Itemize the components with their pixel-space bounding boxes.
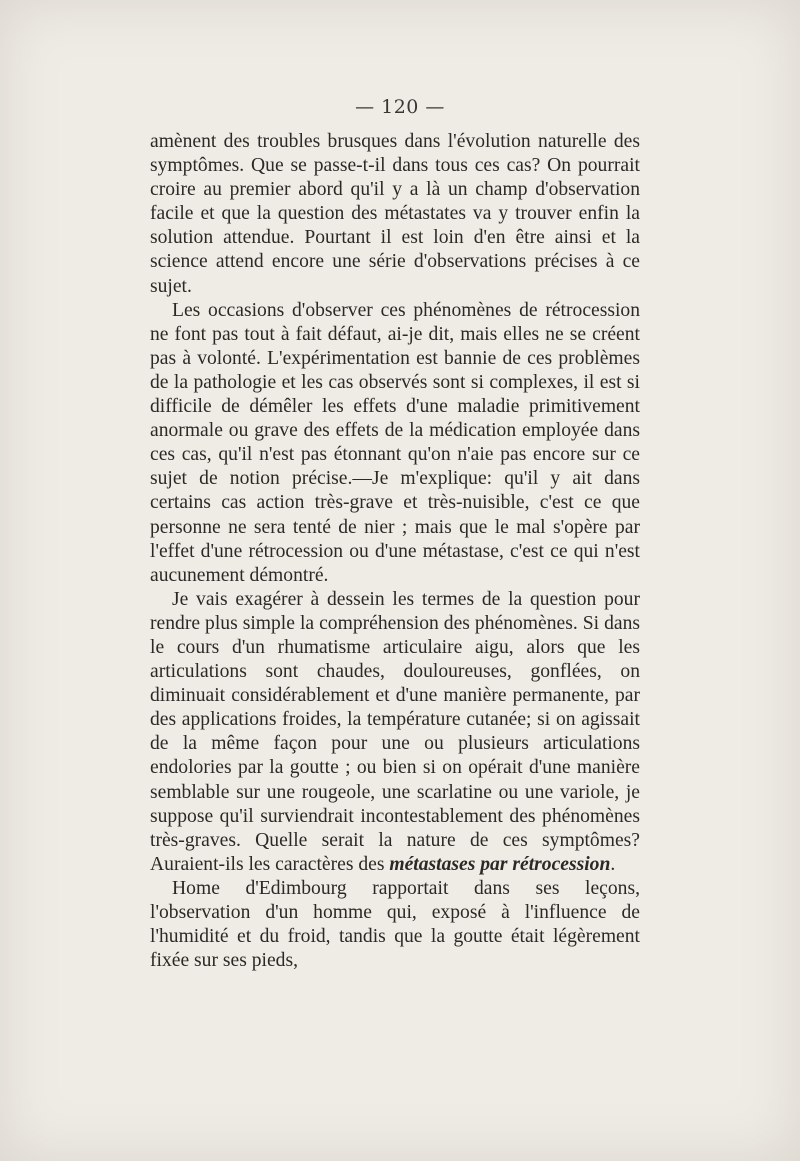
body-text [150, 130, 640, 973]
page-number: — 120 — [355, 96, 445, 118]
paragraph-3-end: . [610, 853, 616, 875]
paragraph-2: Les occasions d'observer ces phénomènes de rétrocession ne font pas tout à fait défaut, ai-je dit, mais elles ne se créent pas à volonté. L'expérimentation est bannie de ces problèmes de la pathologie et les cas observés sont si complexes, il est si difficile de démêler les effets d'une maladie primitivement anormale ou grave des effets de la médication employée dans ces cas, qu'il n'est pas étonnant qu'on n'aie pas encore sur ce sujet de notion précise.—Je m'explique: qu'il y ait dans certains cas action très-grave et très-nuisible, c'est ce que personne ne sera tenté de nier ; mais que le mal s'opère par l'effet d'une rétrocession ou d'une métastase, c'est ce qui n'est aucunement démontré. [150, 299, 640, 586]
paragraph-3 [150, 588, 640, 877]
paragraph-4: Home d'Edimbourg rapportait dans ses leçons, l'observation d'un homme qui, exposé à l'influence de l'humidité et du froid, tandis que la goutte était légèrement fixée sur ses pieds, [150, 877, 640, 972]
emphasized-term: métastases par rétrocession [389, 853, 611, 875]
paragraph-1: amènent des troubles brusques dans l'évolution naturelle des symptômes. Que se passe-t-il dans tous ces cas? On pourrait croire au premier abord qu'il y a là un champ d'observation facile et que la question des métastates va y trouver enfin la solution attendue. Pourtant il est loin d'en être ainsi et la science attend encore une série d'observations précises à ce sujet. [150, 131, 640, 297]
paragraph-3-text: Je vais exagérer à dessein les termes de la question pour rendre plus simple la compréhension des phénomènes. Si dans le cours d'un rhumatisme articulaire aigu, alors que les articulations sont chaudes, douloureuses, gonflées, on diminuait considérablement et d'une manière permanente, par des applications froides, la température cutanée; si on agissait de la même façon pour une ou plusieurs articulations endolories par la goutte ; ou bien si on opérait d'une manière semblable sur une rougeole, une scarlatine ou une variole, je suppose qu'il surviendrait incontestablement des phénomènes très-graves. Quelle serait la nature de ces symptômes? Auraient-ils les caractères des [150, 588, 640, 875]
